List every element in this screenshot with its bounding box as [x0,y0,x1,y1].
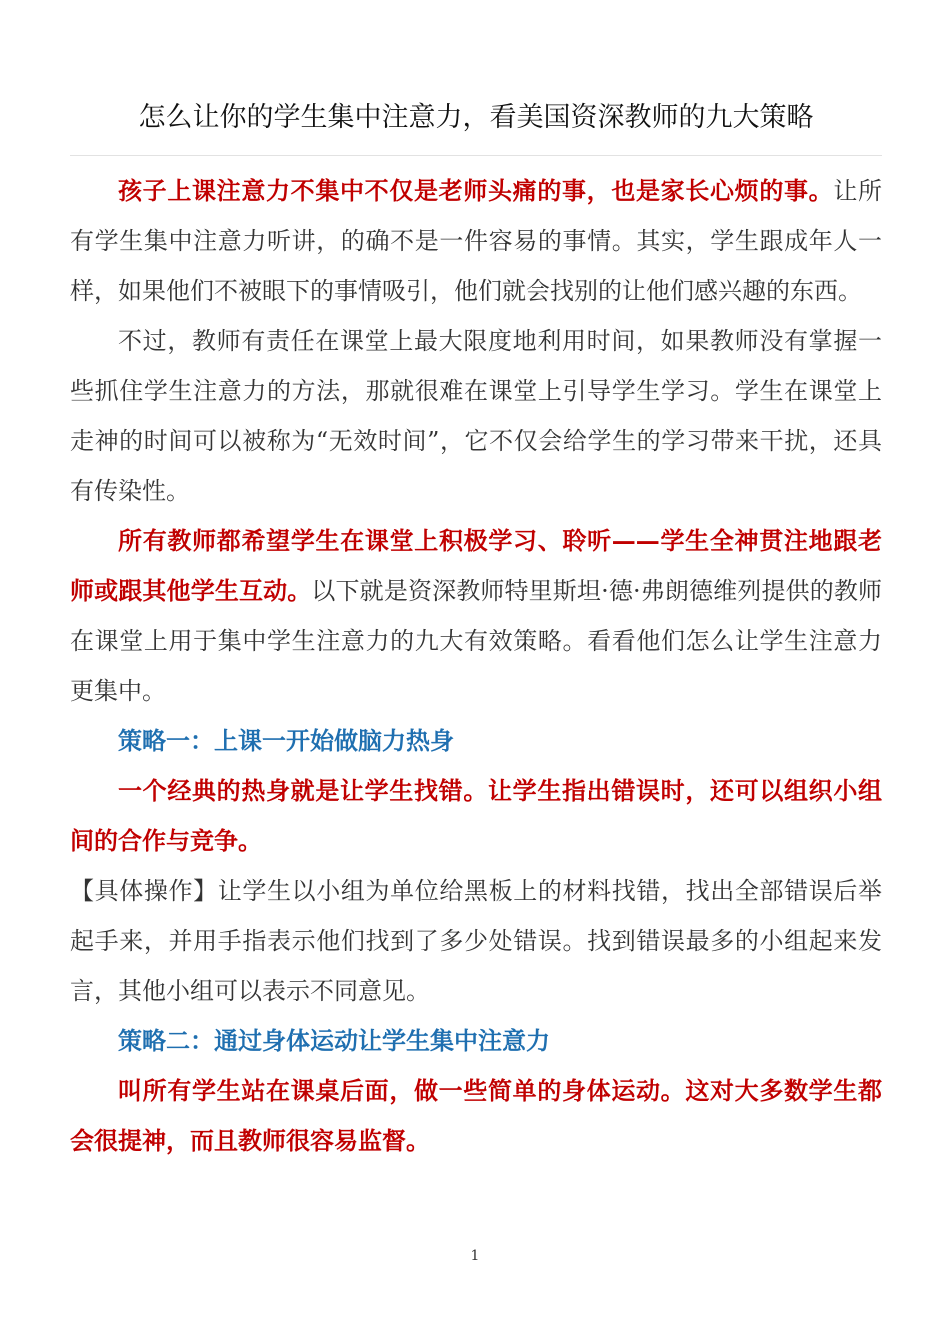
strategy-1-summary: 一个经典的热身就是让学生找错。让学生指出错误时，还可以组织小组间的合作与竞争。 [70,776,882,855]
paragraph-intro-emphasis: 孩子上课注意力不集中不仅是老师头痛的事，也是家长心烦的事。 [118,176,834,205]
strategy-2-heading: 策略二：通过身体运动让学生集中注意力 [118,1026,550,1055]
page-number: 1 [470,1248,480,1264]
paragraph-goal-emphasis: 所有教师都希望学生在课堂上积极学习、聆听——学生全神贯注地跟老师或跟其他学生互动。 [70,526,882,605]
title-divider [70,155,882,156]
paragraph-goal-text: 以下就是资深教师特里斯坦·德·弗朗德维列提供的教师在课堂上用于集中学生注意力的九大有效策略。看看他们怎么让学生注意力更集中。 [70,577,883,705]
paragraph-intro-text: 让所有学生集中注意力听讲，的确不是一件容易的事情。其实，学生跟成年人一样，如果他们不被眼下的事情吸引，他们就会找别的让他们感兴趣的东西。 [70,177,883,305]
paragraph-responsibility: 不过，教师有责任在课堂上最大限度地利用时间，如果教师没有掌握一些抓住学生注意力的方法，那就很难在课堂上引导学生学习。学生在课堂上走神的时间可以被称为“无效时间”，它不仅会给学生的学习带来干扰，还具有传染性。 [70,327,882,505]
strategy-2-summary: 叫所有学生站在课桌后面，做一些简单的身体运动。这对大多数学生都会很提神，而且教师很容易监督。 [70,1076,882,1155]
document-title: 怎么让你的学生集中注意力，看美国资深教师的九大策略 [138,102,814,133]
paragraph-goal [70,516,882,716]
strategy-1-heading: 策略一：上课一开始做脑力热身 [118,726,454,755]
paragraph-intro [70,166,882,316]
strategy-1-detail: 【具体操作】让学生以小组为单位给黑板上的材料找错，找出全部错误后举起手来，并用手指表示他们找到了多少处错误。找到错误最多的小组起来发言，其他小组可以表示不同意见。 [70,877,882,1005]
document-body [70,166,882,1166]
